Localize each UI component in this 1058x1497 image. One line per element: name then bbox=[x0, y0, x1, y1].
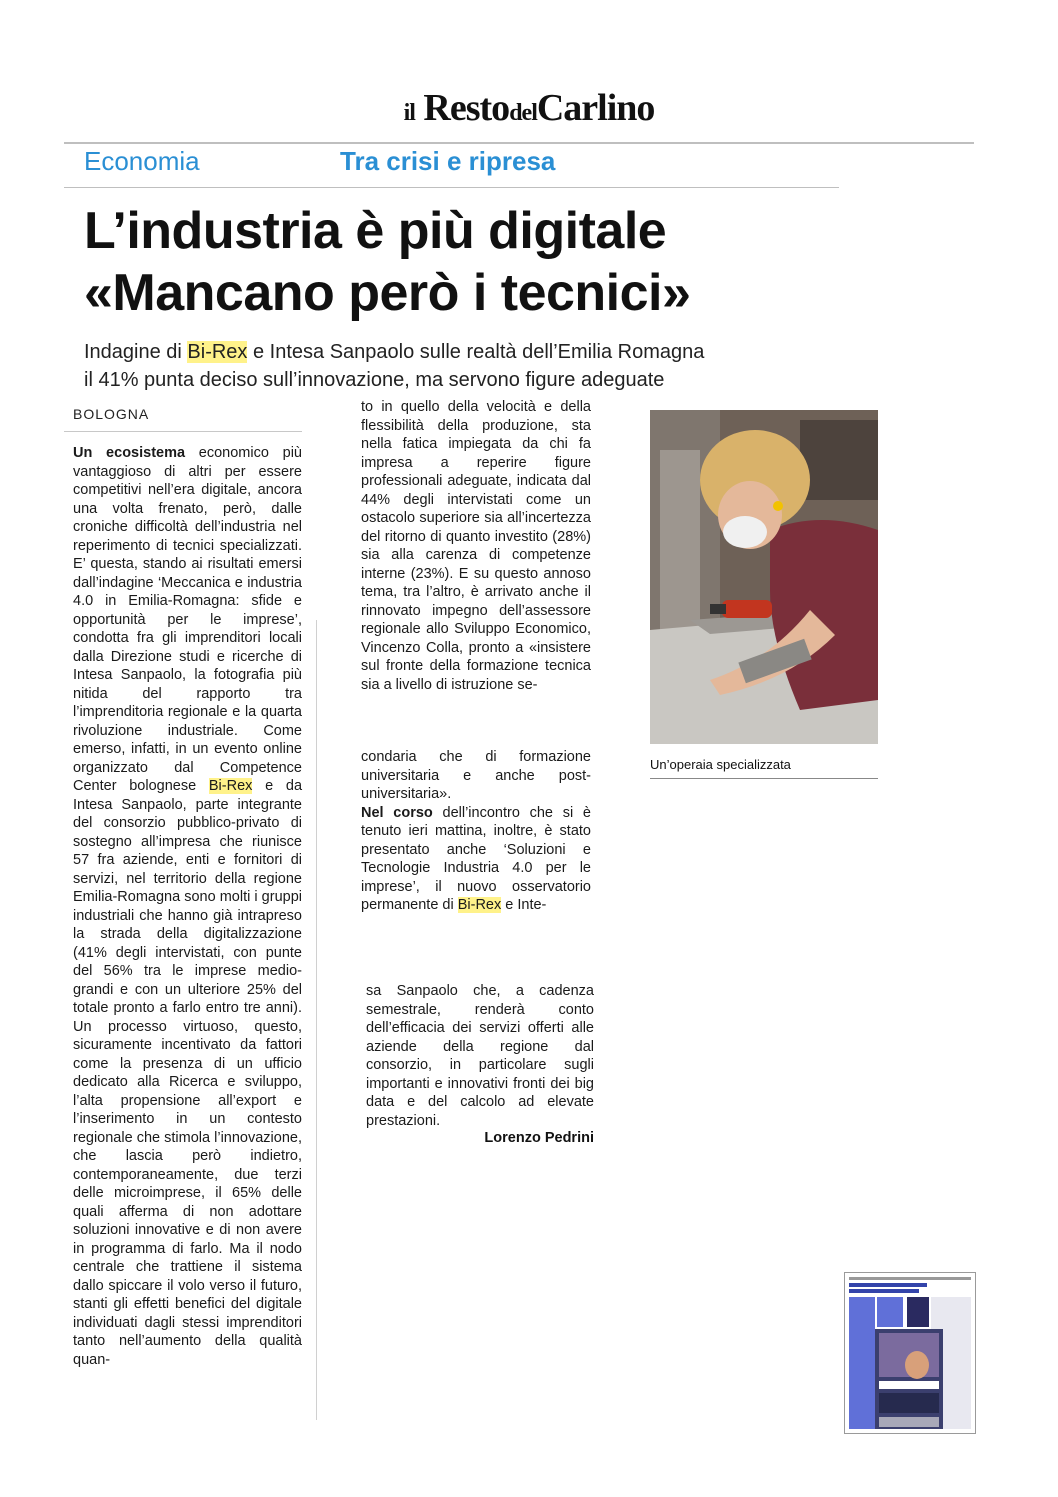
headline-line-2: «Mancano però i tecnici» bbox=[84, 264, 691, 322]
kicker-divider bbox=[64, 187, 839, 188]
highlight-birex: Bi-Rex bbox=[187, 341, 248, 363]
article-column-2-top: to in quello della velocità e della flessibilità della produzione, sta nella fatica impiegata da chi fa impresa a reperire figure professionali adeguate, indicata dal 44% degli intervistati come un ostacolo superiore sia all’incertezza del ritorno di quanto investito (28%) sia alla carenza di competenze interne (23%). E su questo annoso tema, tra l’altro, è arrivato anche il rinnovato impegno dell’assessore regionale allo Sviluppo Economico, Vincenzo Colla, pronto a «insistere sul fronte della formazione tecnica sia a livello di istruzione se- bbox=[361, 399, 591, 693]
lead-in: Un ecosistema bbox=[73, 445, 186, 461]
page-thumbnail bbox=[844, 1272, 976, 1434]
caption-divider bbox=[650, 778, 878, 779]
subheadline-line-2: il 41% punta deciso sull’innovazione, ma servono figure adeguate bbox=[84, 369, 665, 391]
photo-caption: Un’operaia specializzata bbox=[650, 757, 791, 772]
article-column-1 bbox=[73, 444, 302, 1369]
masthead-divider bbox=[64, 142, 974, 144]
masthead-il: il bbox=[403, 100, 415, 126]
body-text: e da Intesa Sanpaolo, parte integrante del consorzio pubblico-privato di sostegno all’impresa che riunisce 57 fra aziende, enti e fornitori di servizi, nel territorio della regione Emilia-Romagna sono molti i gruppi industriali che hanno già intrapreso la strada della digitalizzazione (41% degli intervistati, con punte del 56% tra le imprese medio-grandi e con un ulteriore 25% del totale pronto a farlo entro tre anni). Un processo virtuoso, questo, sicuramente incentivato da fattori come la presenza di un ufficio dedicato alla Ricerca e sviluppo, l’alta propensione all’export e l’inserimento in un contesto regionale che stimola l’innovazione, che lascia però indietro, contemporaneamente, due terzi delle microimprese, il 65% delle quali afferma di non adottare soluzioni innovative e di non avere in programma di farlo. Ma il nodo centrale che trattiene il sistema dallo spiccare il volo verso il futuro, stanti gli effetti benefici del digitale individuati dagli stessi imprenditori tanto nell’aumento della qualità quan- bbox=[73, 778, 303, 1368]
masthead-del: del bbox=[509, 100, 537, 126]
kicker: Tra crisi e ripresa bbox=[340, 146, 556, 176]
dateline-divider bbox=[64, 431, 302, 432]
highlight-birex: Bi-Rex bbox=[457, 897, 502, 913]
article-photo bbox=[650, 410, 878, 744]
subheadline bbox=[84, 338, 984, 394]
column-divider bbox=[316, 620, 317, 1420]
body-text: dell’incontro che si è tenuto ieri mattina, inoltre, è stato presentato anche ‘Soluzioni e Tecnologie Industria 4.0 per le imprese’, il nuovo osservatorio permanente di bbox=[361, 804, 591, 913]
article-column-2-bottom: sa Sanpaolo che, a cadenza semestrale, renderà conto dell’efficacia dei servizi offerti alle aziende della regione dal consorzio, in particolare sugli importanti e innovativi fronti dei big data e del calcolo ad elevate prestazioni. bbox=[366, 983, 594, 1129]
lead-in: Nel corso bbox=[361, 804, 433, 821]
page-thumbnail-preview bbox=[845, 1273, 975, 1433]
body-text: economico più vantaggioso di altri per essere competitivi nell’era digitale, ancora una volta frenato, però, dalle croniche difficoltà dell’industria nel reperimento di tecnici specializzati. E’ questa, stando ai risultati emersi dall’indagine ‘Meccanica e industria 4.0 in Emilia-Romagna: sfide e opportunità per le imprese’, condotta fra gli imprenditori locali dalla Direzione studi e ricerche di Intesa Sanpaolo, la fotografia più nitida del rapporto tra l’imprenditoria regionale e la quarta rivoluzione industriale. Come emerso, infatti, in un evento online organizzato dal Competence Center bolognese bbox=[73, 445, 302, 794]
headline-line-1: L’industria è più digitale bbox=[84, 202, 667, 260]
subheadline-text: e Intesa Sanpaolo sulle realtà dell’Emilia Romagna bbox=[247, 341, 705, 363]
masthead-carlino: Carlino bbox=[536, 87, 655, 129]
article-column-2-middle bbox=[361, 748, 591, 915]
subheadline-line-1 bbox=[84, 338, 984, 366]
section-label: Economia bbox=[84, 146, 200, 176]
body-text: e Inte- bbox=[501, 897, 547, 913]
worker-photo-illustration bbox=[650, 410, 878, 744]
masthead-logo bbox=[0, 86, 1058, 130]
headline bbox=[84, 200, 984, 324]
masthead-resto: Resto bbox=[423, 87, 510, 129]
highlight-birex: Bi-Rex bbox=[208, 778, 253, 794]
dateline: BOLOGNA bbox=[73, 406, 150, 422]
subheadline-text: Indagine di bbox=[84, 341, 188, 363]
byline: Lorenzo Pedrini bbox=[484, 1130, 594, 1146]
body-text: condaria che di formazione universitaria e anche post-universitaria». bbox=[361, 749, 591, 802]
